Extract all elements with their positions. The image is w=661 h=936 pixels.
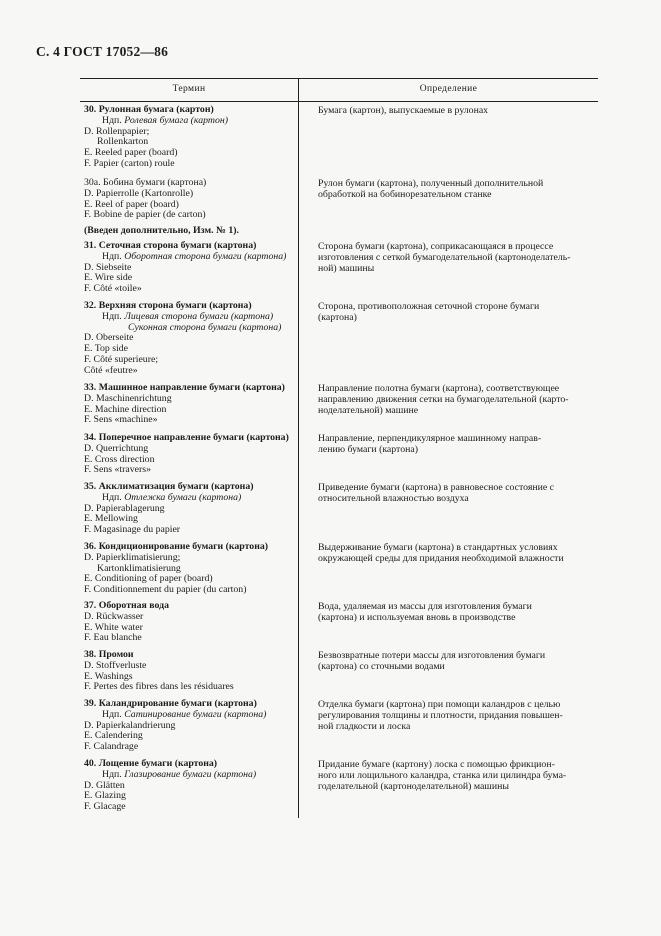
table-top-rule [80,78,598,79]
definition-line: лению бумаги (картона) [318,444,418,455]
term-text: E. White water [84,622,143,633]
term-cell [84,383,298,426]
term-text: 40. Лощение бумаги (картона) [84,759,218,769]
term-text: 31. Сеточная сторона бумаги (картона) [84,241,257,251]
definition-cell [318,433,594,455]
term-line [84,650,298,661]
definition-cell [318,759,594,792]
term-text: 32. Верхняя сторона бумаги (картона) [84,301,252,311]
term-text: 33. Машинное направление бумаги (картона) [84,383,285,393]
definition-line: направлению движения сетки на бумагоделательной (карто- [318,394,569,405]
term-line [84,525,298,536]
term-line [84,482,298,493]
term-line [84,455,298,466]
term-line [84,574,298,585]
definition-line: (картона) со сточными водами [318,661,445,672]
term-text: D. Maschinenrichtung [84,393,172,404]
term-text: 37. Оборотная вода [84,601,170,611]
definition-line: относительной влажностью воздуха [318,493,469,504]
definition-cell [318,542,594,564]
term-text: F. Calandrage [84,742,139,753]
term-line [84,366,298,377]
term-line [84,210,298,221]
term-line [84,661,298,672]
term-line [84,178,298,189]
term-text: Ндп. [102,709,125,720]
term-line [84,770,298,781]
term-text: D. Siebseite [84,262,132,273]
definition-line: регулирования толщины и плотности, придания повышен- [318,710,563,721]
term-text: F. Eau blanche [84,633,142,644]
term-text: F. Côté superieure; [84,354,159,365]
term-line [84,105,298,116]
term-text: F. Conditionnement du papier (du carton) [84,585,247,596]
definition-line: ной гладкости и лоска [318,721,411,732]
term-line [84,383,298,394]
term-line [84,323,298,334]
term-line [84,672,298,683]
term-text: E. Washings [84,671,133,682]
term-cell [84,226,298,237]
deprecated-term: Лицевая сторона бумаги (картона) [124,311,274,322]
term-line [84,137,298,148]
definition-cell [318,105,594,116]
definition-line: Рулон бумаги (картона), полученный дополнительной [318,178,544,189]
definition-cell [318,241,594,274]
term-text: Ндп. [102,115,125,126]
term-text: F. Magasinage du papier [84,525,181,536]
term-line [84,415,298,426]
term-line [84,116,298,127]
term-line [84,731,298,742]
term-text: Côté «feutre» [84,365,138,376]
definition-cell [318,699,594,732]
term-line [84,148,298,159]
term-cell [84,650,298,693]
term-line [84,284,298,295]
definition-cell [318,178,594,200]
term-cell [84,433,298,476]
term-cell [84,301,298,377]
deprecated-term: Глазирование бумаги (картона) [124,769,257,780]
term-text: D. Oberseite [84,333,134,344]
term-line [84,301,298,312]
term-text: D. Glätten [84,780,125,791]
term-text: 35. Акклиматизация бумаги (картона) [84,482,254,492]
term-line [84,710,298,721]
term-line [84,226,298,237]
term-line [84,433,298,444]
term-text: F. Pertes des fibres dans les résiduares [84,682,234,693]
term-line [84,781,298,792]
deprecated-term: Суконная сторона бумаги (картона) [128,322,282,333]
term-text: D. Rollenpapier; [84,126,150,137]
definition-line: (картона) и используемая вновь в производстве [318,612,516,623]
term-cell [84,482,298,536]
term-text: F. Côté «toile» [84,284,142,295]
definition-line: Направление полотна бумаги (картона), соответствующее [318,383,560,394]
term-line [84,791,298,802]
page-header: С. 4 ГОСТ 17052—86 [36,44,169,59]
term-line [84,623,298,634]
term-line [84,127,298,138]
term-text: D. Querrichtung [84,443,149,454]
term-text: E. Mellowing [84,514,138,525]
term-text: F. Bobine de papier (de carton) [84,210,206,221]
term-line [84,742,298,753]
definition-line: Отделка бумаги (картона) при помощи каландров с целью [318,699,561,710]
definition-line: изготовления с сеткой бумагоделательной (картоноделатель- [318,252,571,263]
definition-line: ного или лощильного каландра, станка или цилиндра бума- [318,770,567,781]
term-text: E. Reeled paper (board) [84,148,178,159]
term-line [84,504,298,515]
term-text: F. Sens «machine» [84,415,158,426]
term-text: E. Cross direction [84,454,155,465]
definition-line: окружающей среды для придания необходимой влажности [318,553,564,564]
term-cell [84,241,298,295]
term-text: E. Machine direction [84,404,167,415]
term-text: E. Calendering [84,731,143,742]
term-text: D. Papierablagerung [84,503,165,514]
term-text: E. Glazing [84,791,126,802]
term-line [84,241,298,252]
term-text: Ндп. [102,492,125,503]
term-line [84,542,298,553]
term-line [84,344,298,355]
term-cell [84,542,298,596]
term-text: D. Stoffverluste [84,660,147,671]
deprecated-term: Ролевая бумага (картон) [124,115,229,126]
term-cell [84,178,298,221]
term-text: 34. Поперечное направление бумаги (картона) [84,433,289,443]
definition-line: обработкой на бобинорезательном станке [318,189,492,200]
term-cell [84,105,298,170]
deprecated-term: Отлежка бумаги (картона) [124,492,242,503]
term-text: D. Papierklimatisierung; [84,552,181,563]
deprecated-term: Сатинирование бумаги (картона) [124,709,267,720]
term-line [84,802,298,813]
term-text: Kartonklimatisierung [97,563,181,574]
term-text: E. Reel of paper (board) [84,199,179,210]
term-line [84,252,298,263]
definition-cell [318,301,594,323]
term-text: F. Papier (carton) roule [84,158,175,169]
term-line [84,312,298,323]
term-line [84,514,298,525]
definition-line: годелательной (картоноделательной) машины [318,781,509,792]
deprecated-term: Оборотная сторона бумаги (картона) [124,251,287,262]
definition-line: (картона) [318,312,357,323]
term-cell [84,601,298,644]
term-line [84,585,298,596]
term-line [84,721,298,732]
term-text: D. Papierkalandrierung [84,720,176,731]
term-line [84,465,298,476]
term-line [84,601,298,612]
term-line [84,682,298,693]
term-line [84,633,298,644]
definition-line: Сторона, противоположная сеточной стороне бумаги [318,301,540,312]
term-line [84,553,298,564]
term-text: D. Papierrolle (Kartonrolle) [84,188,194,199]
term-text: F. Sens «travers» [84,465,151,476]
term-text: 38. Промои [84,650,134,660]
term-line [84,394,298,405]
term-text: Ндп. [102,251,125,262]
term-line [84,159,298,170]
term-line [84,444,298,455]
term-line [84,189,298,200]
term-line [84,355,298,366]
term-line [84,405,298,416]
term-text: E. Wire side [84,273,133,284]
definition-line: Безвозвратные потери массы для изготовления бумаги [318,650,546,661]
definition-line: Выдерживание бумаги (картона) в стандартных условиях [318,542,558,553]
column-header-definition: Определение [419,84,478,94]
term-line [84,699,298,710]
term-line [84,564,298,575]
term-line [84,333,298,344]
term-cell [84,699,298,753]
term-text: F. Glacage [84,802,126,813]
definition-cell [318,650,594,672]
term-text: 30а. Бобина бумаги (картона) [84,178,207,188]
definition-line: Сторона бумаги (картона), соприкасающаяся в процессе [318,241,554,252]
term-text: 30. Рулонная бумага (картон) [84,105,214,115]
definition-line: Вода, удаляемая из массы для изготовления бумаги [318,601,532,612]
definition-line: Бумага (картон), выпускаемые в рулонах [318,105,489,116]
definition-line: Приведение бумаги (картона) в равновесное состояние с [318,482,555,493]
term-line [84,759,298,770]
term-text: Ндп. [102,769,125,780]
term-text: D. Rückwasser [84,611,144,622]
term-line [84,493,298,504]
term-text: 36. Кондиционирование бумаги (картона) [84,542,269,552]
term-line [84,200,298,211]
table-header-rule [80,101,598,102]
definition-cell [318,601,594,623]
column-header-term: Термин [172,84,206,94]
term-text: Rollenkarton [97,137,149,148]
term-line [84,263,298,274]
column-divider [298,78,299,818]
term-line [84,612,298,623]
term-text: E. Top side [84,344,129,355]
definition-line: ной) машины [318,263,375,274]
definition-line: Придание бумаге (картону) лоска с помощью фрикцион- [318,759,555,770]
definition-cell [318,383,594,416]
term-line [84,273,298,284]
term-text: 39. Каландрирование бумаги (картона) [84,699,257,709]
term-text: (Введен дополнительно, Изм. № 1). [84,226,239,236]
term-cell [84,759,298,813]
definition-line: ноделательной) машине [318,405,419,416]
definition-cell [318,482,594,504]
definition-line: Направление, перпендикулярное машинному направ- [318,433,542,444]
term-text: E. Conditioning of paper (board) [84,574,213,585]
term-text: Ндп. [102,311,125,322]
